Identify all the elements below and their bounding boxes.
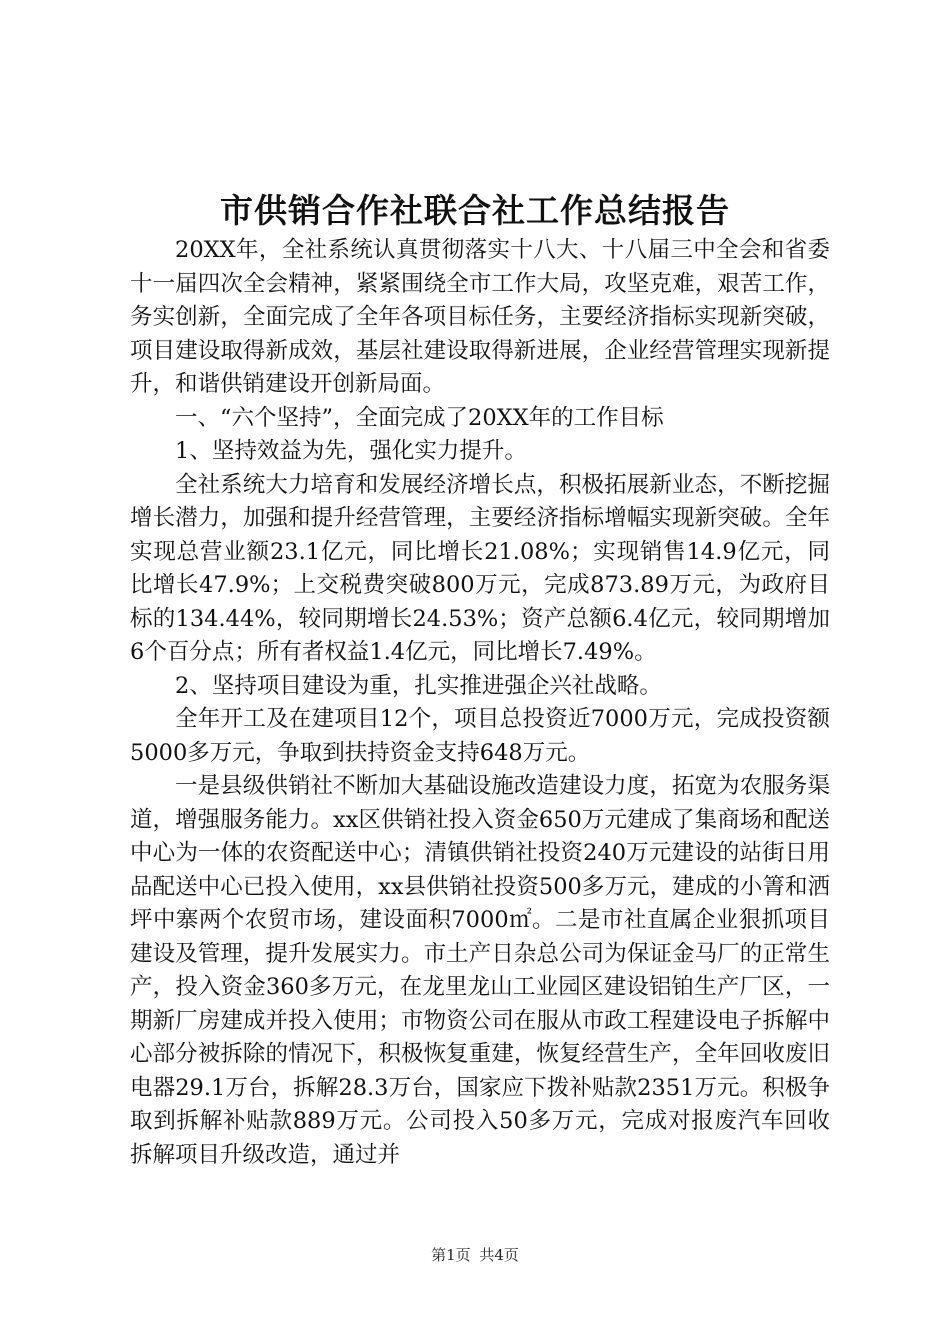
subsection-heading: 1、坚持效益为先，强化实力提升。 bbox=[175, 438, 527, 464]
body-paragraph: 全社系统大力培育和发展经济增长点，积极拓展新业态，不断挖掘增长潜力，加强和提升经营管理，主要经济指标增幅实现新突破。全年实现总营业额23.1亿元，同比增长21.08%；实现销售14.9亿元，同比增长47.9%；上交税费突破800万元，完成873.89万元，为政府目标的134.44%，较同期增长24.53%；资产总额6.4亿元，较同期增加6个百分点；所有者权益1.4亿元，同比增长7.49%。 bbox=[130, 471, 830, 665]
subsection-heading: 2、坚持项目建设为重，扎实推进强企兴社战略。 bbox=[175, 672, 662, 699]
body-paragraph: 一是县级供销社不断加大基础设施改造建设力度，拓宽为农服务渠道，增强服务能力。xx区供销社投入资金650万元建成了集商场和配送中心为一体的农资配送中心；清镇供销社投资240万元建设的站街日用品配送中心已投入使用，xx县供销社投资500多万元，建成的小箐和洒坪中寨两个农贸市场，建设面积7000㎡。二是市社直属企业狠抓项目建设及管理，提升发展实力。市土产日杂总公司为保证金马厂的正常生产，投入资金360多万元，在龙里龙山工业园区建设铝铂生产厂区，一期新厂房建成并投入使用；市物资公司在服从市政工程建设电子拆解中心部分被拆除的情况下，积极恢复重建，恢复经营生产，全年回收废旧电器29.1万台，拆解28.3万台，国家应下拨补贴款2351万元。积极争取到拆解补贴款889万元。公司投入50多万元，完成对报废汽车回收拆解项目升级改造，通过并 bbox=[130, 773, 830, 1168]
document-title: 市供销合作社联合社工作总结报告 bbox=[220, 191, 730, 230]
page-total: 共4页 bbox=[479, 1246, 519, 1264]
section-heading: 一、“六个坚持”，全面完成了20XX年的工作目标 bbox=[175, 404, 664, 431]
document-body bbox=[130, 234, 830, 1172]
page-number: 第1页 bbox=[431, 1246, 471, 1264]
page-footer bbox=[0, 1244, 950, 1265]
body-paragraph: 全年开工及在建项目12个，项目总投资近7000万元，完成投资额5000多万元，争取到扶持资金支持648万元。 bbox=[130, 706, 830, 766]
intro-paragraph: 20XX年，全社系统认真贯彻落实十八大、十八届三中全会和省委十一届四次全会精神，紧紧围绕全市工作大局，攻坚克难，艰苦工作，务实创新，全面完成了全年各项目标任务，主要经济指标实现新突破，项目建设取得新成效，基层社建设取得新进展，企业经营管理实现新提升，和谐供销建设开创新局面。 bbox=[130, 237, 830, 397]
